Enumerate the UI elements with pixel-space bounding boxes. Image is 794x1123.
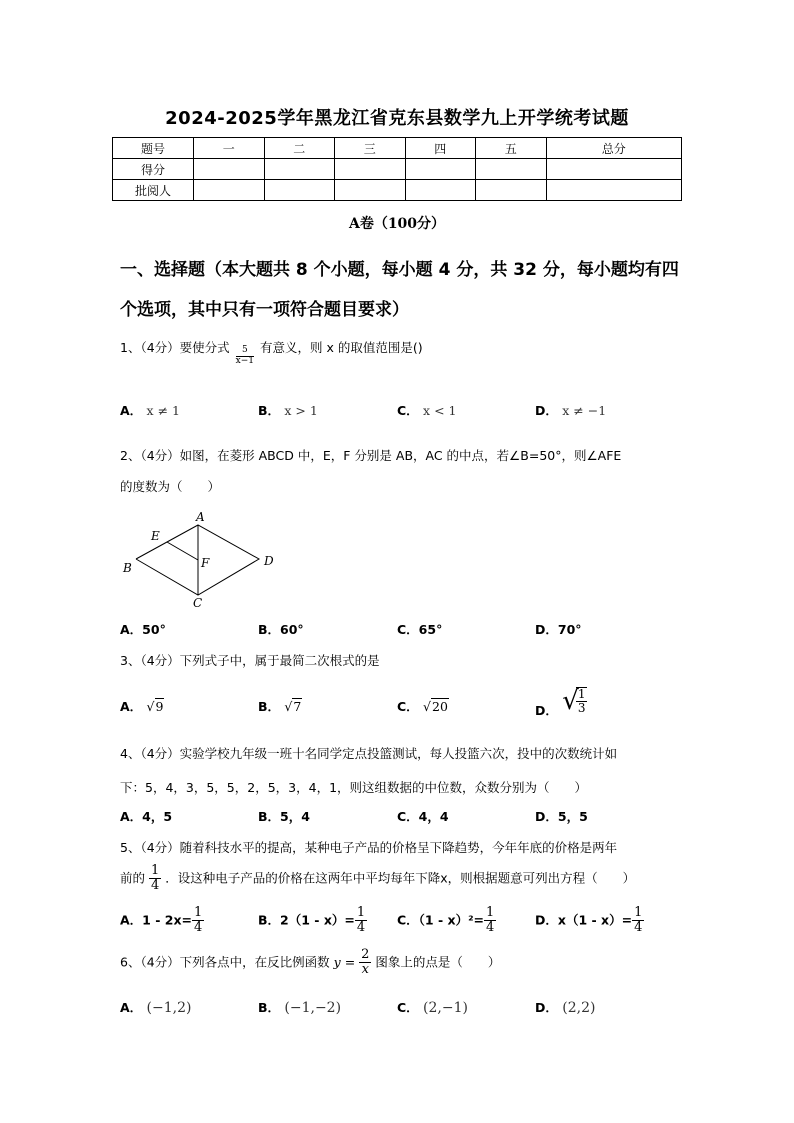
fraction bbox=[484, 906, 496, 936]
option-label: A．1 - 2x= bbox=[120, 912, 192, 928]
option-label: A． bbox=[120, 1000, 143, 1015]
option-label: B． bbox=[258, 699, 281, 714]
radical: √7 bbox=[284, 699, 302, 714]
fraction-numerator: 1 bbox=[486, 905, 495, 920]
option-label: D．x（1 - x）= bbox=[535, 912, 633, 928]
table-cell bbox=[476, 159, 547, 180]
fraction bbox=[236, 346, 254, 367]
option-a bbox=[120, 998, 191, 1016]
option-label: C． bbox=[397, 403, 419, 418]
option-b: B．60° bbox=[258, 622, 304, 637]
option-label: B． bbox=[258, 403, 281, 418]
table-cell bbox=[264, 159, 335, 180]
option-b: B．5，4 bbox=[258, 809, 310, 824]
fraction bbox=[192, 906, 204, 936]
question-text: 图象上的点是（ ） bbox=[375, 954, 501, 970]
table-cell: 题号 bbox=[113, 138, 194, 159]
table-cell: 一 bbox=[194, 138, 265, 159]
question-4-line-1: 4、（4分）实验学校九年级一班十名同学定点投篮测试，每人投篮六次，投中的次数统计如 bbox=[120, 746, 618, 761]
option-a: A．50° bbox=[120, 622, 166, 637]
option-math: (2,2) bbox=[562, 1000, 596, 1016]
fraction-denominator: 4 bbox=[486, 920, 495, 936]
function-lhs: y = bbox=[333, 954, 356, 970]
radical: √9 bbox=[146, 699, 164, 714]
option-d: D．70° bbox=[535, 622, 582, 637]
option-math: (−1,2) bbox=[146, 1000, 192, 1016]
question-text: 1、（4分）要使分式 bbox=[120, 340, 230, 355]
table-cell: 三 bbox=[335, 138, 406, 159]
option-c bbox=[397, 998, 468, 1016]
fraction bbox=[149, 864, 161, 894]
fraction bbox=[359, 948, 371, 978]
fraction-denominator: 4 bbox=[194, 920, 203, 936]
table-cell bbox=[335, 180, 406, 201]
table-cell: 批阅人 bbox=[113, 180, 194, 201]
segment-ef bbox=[167, 542, 198, 560]
option-label: C． bbox=[397, 1000, 419, 1015]
option-label: D． bbox=[535, 1000, 558, 1015]
table-cell bbox=[194, 180, 265, 201]
option-d bbox=[535, 998, 595, 1016]
option-b bbox=[258, 697, 302, 715]
option-label: A． bbox=[120, 403, 143, 418]
option-b bbox=[258, 998, 341, 1016]
vertex-label-b: B bbox=[123, 561, 132, 575]
option-b bbox=[258, 401, 318, 419]
option-d bbox=[535, 906, 644, 936]
fraction-numerator: 1 bbox=[194, 905, 203, 920]
question-text: 有意义，则 x 的取值范围是() bbox=[259, 340, 423, 355]
radicand: 20 bbox=[432, 699, 448, 714]
fraction-numerator: 1 bbox=[356, 905, 366, 920]
fraction-numerator: 1 bbox=[151, 863, 160, 878]
radicand: 9 bbox=[155, 699, 164, 714]
table-cell bbox=[264, 180, 335, 201]
option-c: C．65° bbox=[397, 622, 443, 637]
vertex-label-a: A bbox=[196, 510, 205, 524]
exam-title: 2024-2025学年黑龙江省克东县数学九上开学统考试题 bbox=[165, 108, 629, 129]
fraction-denominator: 4 bbox=[151, 878, 160, 894]
table-cell: 总分 bbox=[546, 138, 682, 159]
option-d bbox=[535, 401, 606, 419]
question-2-line-1: 2、（4分）如图，在菱形 ABCD 中，E，F 分别是 AB，AC 的中点，若∠B=50°，则∠AFE bbox=[120, 448, 622, 463]
fraction-numerator: 2 bbox=[361, 947, 370, 962]
option-d: D．5，5 bbox=[535, 809, 588, 824]
option-d bbox=[535, 686, 587, 716]
option-label: D． bbox=[535, 702, 558, 718]
table-cell: 二 bbox=[264, 138, 335, 159]
fraction-denominator: x bbox=[361, 962, 369, 978]
score-table-row bbox=[113, 159, 682, 180]
option-c bbox=[397, 401, 456, 419]
option-a bbox=[120, 697, 164, 715]
score-table-header-row bbox=[113, 138, 682, 159]
score-table-row bbox=[113, 180, 682, 201]
part-one-heading: 一、选择题（本大题共 8 个小题，每小题 4 分，共 32 分，每小题均有四个选项，其中只有一项符合题目要求） bbox=[120, 260, 679, 320]
option-a bbox=[120, 401, 180, 419]
option-label: B．2（1 - x）= bbox=[258, 912, 355, 928]
table-cell: 四 bbox=[405, 138, 476, 159]
question-6-stem bbox=[120, 948, 500, 978]
fraction-denominator: 3 bbox=[577, 701, 586, 715]
question-5-line-1: 5、（4分）随着科技水平的提高，某种电子产品的价格呈下降趋势，今年年底的价格是两年 bbox=[120, 840, 618, 855]
question-3-stem: 3、（4分）下列式子中，属于最简二次根式的是 bbox=[120, 653, 380, 668]
point-label-f: F bbox=[201, 556, 210, 570]
question-text: ．设这种电子产品的价格在这两年中平均每年下降x，则根据题意可列出方程（ ） bbox=[165, 870, 636, 886]
fraction bbox=[355, 906, 367, 936]
option-a bbox=[120, 906, 204, 936]
option-label: C． bbox=[397, 699, 419, 714]
option-a: A．4，5 bbox=[120, 809, 173, 824]
vertex-label-c: C bbox=[193, 596, 203, 610]
question-1-stem bbox=[120, 338, 423, 366]
question-4-line-2: 下：5，4，3，5，5，2，5，3，4，1，则这组数据的中位数，众数分别为（ ） bbox=[120, 780, 588, 795]
question-text: 前的 bbox=[120, 870, 146, 886]
option-label: A． bbox=[120, 699, 143, 714]
fraction-numerator: 1 bbox=[634, 905, 643, 920]
option-c bbox=[397, 906, 496, 936]
question-2-line-2: 的度数为（ ） bbox=[120, 479, 221, 494]
table-cell bbox=[546, 159, 682, 180]
option-label: C．（1 - x）²= bbox=[397, 912, 485, 928]
option-c bbox=[397, 697, 449, 715]
option-label: D． bbox=[535, 403, 558, 418]
table-cell: 五 bbox=[476, 138, 547, 159]
fraction-denominator: 4 bbox=[634, 920, 643, 936]
question-5-line-2 bbox=[120, 864, 635, 894]
radical-sign: √ bbox=[562, 686, 579, 716]
fraction bbox=[576, 687, 588, 715]
radicand: 7 bbox=[293, 699, 302, 714]
table-cell bbox=[546, 180, 682, 201]
rhombus-figure bbox=[118, 505, 288, 615]
table-cell bbox=[405, 159, 476, 180]
fraction-numerator: 5 bbox=[236, 346, 254, 357]
table-cell bbox=[335, 159, 406, 180]
option-c: C．4，4 bbox=[397, 809, 449, 824]
fraction-numerator: 1 bbox=[577, 686, 586, 701]
question-text: 6、（4分）下列各点中，在反比例函数 bbox=[120, 954, 330, 970]
fraction-denominator: x−1 bbox=[235, 356, 254, 366]
option-math: (−1,−2) bbox=[284, 1000, 342, 1016]
table-cell bbox=[476, 180, 547, 201]
vertex-label-d: D bbox=[264, 554, 274, 568]
point-label-e: E bbox=[151, 529, 160, 543]
option-math: x ≠ −1 bbox=[562, 403, 607, 418]
score-table bbox=[112, 137, 682, 201]
table-cell: 得分 bbox=[113, 159, 194, 180]
table-cell bbox=[194, 159, 265, 180]
option-b bbox=[258, 906, 367, 936]
option-math: x > 1 bbox=[284, 403, 318, 418]
option-math: (2,−1) bbox=[423, 1000, 468, 1016]
option-math: x < 1 bbox=[423, 403, 457, 418]
fraction bbox=[632, 906, 644, 936]
table-cell bbox=[405, 180, 476, 201]
option-math: x ≠ 1 bbox=[146, 403, 180, 418]
fraction-denominator: 4 bbox=[356, 920, 366, 936]
option-label: B． bbox=[258, 1000, 281, 1015]
section-a-heading: A卷（100分） bbox=[348, 216, 446, 232]
radical: √20 bbox=[423, 699, 448, 714]
